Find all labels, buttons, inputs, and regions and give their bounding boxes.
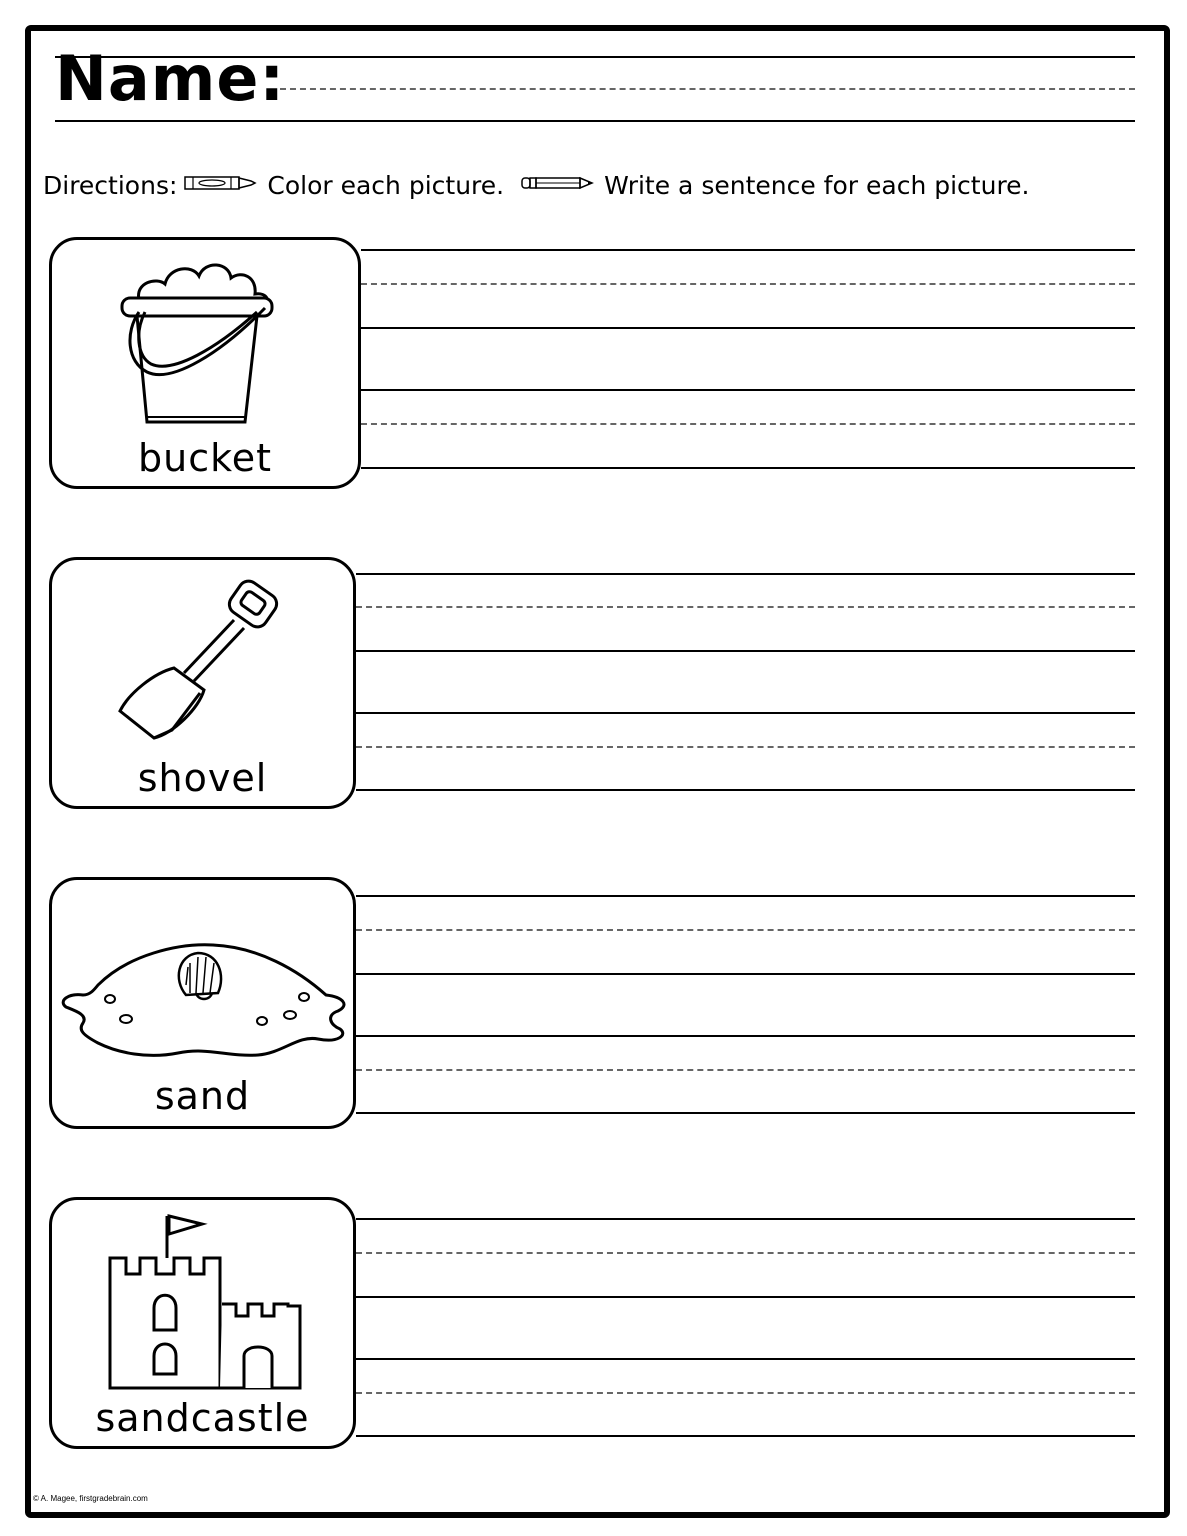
write-line-mid <box>356 1069 1135 1071</box>
write-line-mid <box>361 423 1135 425</box>
picture-card-bucket <box>49 237 361 489</box>
write-line-base[interactable] <box>361 467 1135 469</box>
name-mid-line <box>280 88 1135 90</box>
word-label: sand <box>154 1074 251 1118</box>
directions <box>43 170 1153 202</box>
word-label: shovel <box>137 756 268 800</box>
directions-label: Directions: <box>43 171 178 200</box>
write-line-mid <box>356 1252 1135 1254</box>
write-line-mid <box>356 929 1135 931</box>
write-line-top[interactable] <box>356 573 1135 575</box>
write-line-base[interactable] <box>356 1296 1135 1298</box>
sandcastle-icon <box>102 1206 312 1396</box>
shovel-icon <box>114 578 294 748</box>
write-line-mid <box>361 283 1135 285</box>
copyright-credit: © A. Magee, firstgradebrain.com <box>33 1494 148 1503</box>
write-line-top[interactable] <box>356 1358 1135 1360</box>
word-label: sandcastle <box>95 1396 310 1440</box>
write-line-base[interactable] <box>356 789 1135 791</box>
write-line-top[interactable] <box>361 249 1135 251</box>
write-line-mid <box>356 746 1135 748</box>
write-line-top[interactable] <box>356 712 1135 714</box>
crayon-icon <box>183 170 259 202</box>
name-write-line[interactable] <box>55 120 1135 122</box>
write-line-base[interactable] <box>356 650 1135 652</box>
write-line-base[interactable] <box>356 1112 1135 1114</box>
write-line-top[interactable] <box>356 895 1135 897</box>
write-line-mid <box>356 1392 1135 1394</box>
write-line-top[interactable] <box>356 1218 1135 1220</box>
picture-card-sand <box>49 877 356 1129</box>
picture-card-shovel <box>49 557 356 809</box>
word-label: bucket <box>137 436 273 480</box>
write-line-base[interactable] <box>356 1435 1135 1437</box>
write-line-top[interactable] <box>356 1035 1135 1037</box>
write-line-top[interactable] <box>361 389 1135 391</box>
sand-pile-icon <box>58 935 348 1065</box>
pencil-icon <box>520 170 596 202</box>
bucket-icon <box>117 252 287 442</box>
picture-card-sandcastle <box>49 1197 356 1449</box>
directions-step1: Color each picture. <box>267 171 505 200</box>
directions-step2: Write a sentence for each picture. <box>604 171 1030 200</box>
write-line-base[interactable] <box>361 327 1135 329</box>
name-top-line <box>55 56 1135 58</box>
write-line-base[interactable] <box>356 973 1135 975</box>
write-line-mid <box>356 606 1135 608</box>
name-label: Name: <box>55 42 286 115</box>
